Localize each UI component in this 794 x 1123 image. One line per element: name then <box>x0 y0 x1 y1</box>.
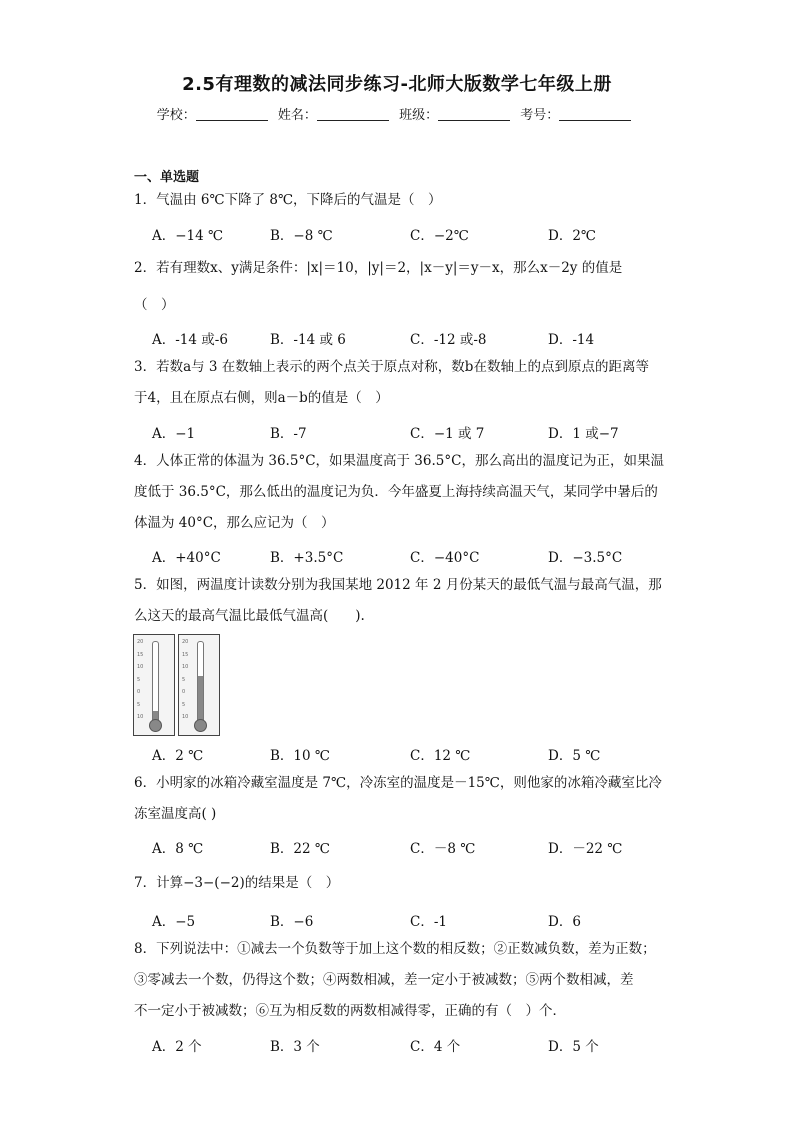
option-a[interactable]: A．2 ℃ <box>152 748 204 764</box>
question-4-options <box>152 546 672 566</box>
option-c[interactable]: C．－8 ℃ <box>410 841 476 857</box>
thermometer-low-image <box>133 634 175 736</box>
option-d[interactable]: D．－22 ℃ <box>548 841 623 857</box>
option-c[interactable]: C．−40°C <box>410 550 480 566</box>
class-blank[interactable] <box>438 106 510 121</box>
class-label: 班级： <box>399 108 439 123</box>
question-8-options <box>152 1035 672 1055</box>
option-b[interactable]: B．−8 ℃ <box>270 228 333 244</box>
thermometer-scale <box>182 635 194 735</box>
scale-tick-label: 5 <box>137 701 141 708</box>
question-line: 2．若有理数x、y满足条件：|x|＝10，|y|＝2，|x－y|＝y－x，那么x－2y 的值是 <box>134 260 623 276</box>
scale-tick-label: 20 <box>182 639 189 645</box>
question-4 <box>134 446 664 539</box>
scale-tick-label: 10 <box>182 714 189 720</box>
option-b[interactable]: B．-7 <box>270 426 307 442</box>
question-2 <box>134 253 664 321</box>
option-d[interactable]: D．2℃ <box>548 228 597 244</box>
option-c[interactable]: C．12 ℃ <box>410 748 471 764</box>
question-line: 6．小明家的冰箱冷藏室温度是 7℃，冷冻室的温度是－15℃，则他家的冰箱冷藏室比冷 <box>134 775 662 791</box>
question-3 <box>134 352 664 414</box>
question-5-options <box>152 744 672 764</box>
question-line: 么这天的最高气温比最低气温高( ). <box>134 608 365 624</box>
question-7-options <box>152 910 672 930</box>
question-line: 于4，且在原点右侧，则a－b的值是（ ） <box>134 390 389 406</box>
scale-tick-label: 5 <box>137 676 141 683</box>
question-line: 8．下列说法中：①减去一个负数等于加上这个数的相反数；②正数减负数，差为正数； <box>134 941 656 957</box>
scale-tick-label: 10 <box>182 664 189 670</box>
page-title: 2.5有理数的减法同步练习-北师大版数学七年级上册 <box>182 74 612 95</box>
question-line: 体温为 40°C，那么应记为（ ） <box>134 515 335 531</box>
scale-tick-label: 0 <box>182 689 186 695</box>
thermometer-tube <box>152 641 159 727</box>
thermometer-high-image <box>178 634 220 736</box>
option-d[interactable]: D．-14 <box>548 332 595 348</box>
scale-tick-label: 10 <box>137 664 144 670</box>
option-a[interactable]: A．+40°C <box>152 550 221 566</box>
question-line: 1．气温由 6℃下降了 8℃，下降后的气温是（ ） <box>134 192 442 208</box>
exam-number-blank[interactable] <box>559 106 631 121</box>
option-b[interactable]: B．3 个 <box>270 1039 320 1055</box>
question-6-options <box>152 837 672 857</box>
scale-tick-label: 10 <box>137 714 144 720</box>
scale-tick-label: 15 <box>137 651 144 658</box>
section-heading: 一、单选题 <box>134 170 200 185</box>
question-8 <box>134 934 664 1027</box>
question-3-options <box>152 422 672 442</box>
option-c[interactable]: C．-1 <box>410 914 447 930</box>
scale-tick-label: 5 <box>182 676 186 683</box>
option-d[interactable]: D．5 ℃ <box>548 748 601 764</box>
option-d[interactable]: D．5 个 <box>548 1039 599 1055</box>
option-d[interactable]: D．6 <box>548 914 581 930</box>
question-line: 5．如图，两温度计读数分别为我国某地 2012 年 2 月份某天的最低气温与最高气温，那 <box>134 577 662 593</box>
option-b[interactable]: B．10 ℃ <box>270 748 330 764</box>
option-c[interactable]: C．4 个 <box>410 1039 461 1055</box>
question-line: 冻室温度高( ) <box>134 806 217 822</box>
question-7 <box>134 868 664 899</box>
scale-tick-label: 5 <box>182 701 186 708</box>
option-c[interactable]: C．−1 或 7 <box>410 426 485 442</box>
school-blank[interactable] <box>196 106 268 121</box>
option-d[interactable]: D．1 或−7 <box>548 426 619 442</box>
school-label: 学校： <box>156 108 196 123</box>
option-a[interactable]: A．8 ℃ <box>152 841 204 857</box>
option-a[interactable]: A．−1 <box>152 426 196 442</box>
option-b[interactable]: B．22 ℃ <box>270 841 330 857</box>
scale-tick-label: 20 <box>137 639 144 645</box>
option-a[interactable]: A．2 个 <box>152 1039 202 1055</box>
question-line: 不一定小于被减数；⑥互为相反数的两数相减得零，正确的有（ ）个． <box>134 1003 566 1019</box>
question-line: 3．若数a与 3 在数轴上表示的两个点关于原点对称，数b在数轴上的点到原点的距离等 <box>134 359 649 375</box>
option-d[interactable]: D．−3.5°C <box>548 550 623 566</box>
scale-tick-label: 0 <box>137 689 141 695</box>
scale-tick-label: 15 <box>182 651 189 658</box>
question-line: 度低于 36.5°C，那么低出的温度记为负．今年盛夏上海持续高温天气，某同学中暑后的 <box>134 484 658 500</box>
thermometer-scale <box>137 635 149 735</box>
option-b[interactable]: B．-14 或 6 <box>270 332 346 348</box>
option-a[interactable]: A．−14 ℃ <box>152 228 224 244</box>
thermometer-tube <box>197 641 204 727</box>
question-6 <box>134 768 664 830</box>
exam-number-label: 考号： <box>520 108 560 123</box>
option-b[interactable]: B．−6 <box>270 914 314 930</box>
option-b[interactable]: B．+3.5°C <box>270 550 344 566</box>
question-line: ③零减去一个数，仍得这个数；④两数相减，差一定小于被减数；⑤两个数相减，差 <box>134 972 634 988</box>
thermometer-bulb <box>149 719 162 732</box>
option-c[interactable]: C．-12 或-8 <box>410 332 487 348</box>
question-1-options <box>152 224 672 244</box>
option-a[interactable]: A．−5 <box>152 914 196 930</box>
option-a[interactable]: A．-14 或-6 <box>152 332 228 348</box>
question-2-options <box>152 328 672 348</box>
option-c[interactable]: C．−2℃ <box>410 228 469 244</box>
name-label: 姓名： <box>277 108 317 123</box>
question-line: 7．计算−3−(−2)的结果是（ ） <box>134 875 340 891</box>
question-line: 4．人体正常的体温为 36.5°C，如果温度高于 36.5°C，那么高出的温度记为正，如果温 <box>134 453 664 469</box>
name-blank[interactable] <box>317 106 389 121</box>
question-5 <box>134 570 664 632</box>
student-info-row <box>0 104 794 123</box>
thermometer-bulb <box>194 719 207 732</box>
question-line: （ ） <box>134 297 175 313</box>
question-1 <box>134 185 664 216</box>
